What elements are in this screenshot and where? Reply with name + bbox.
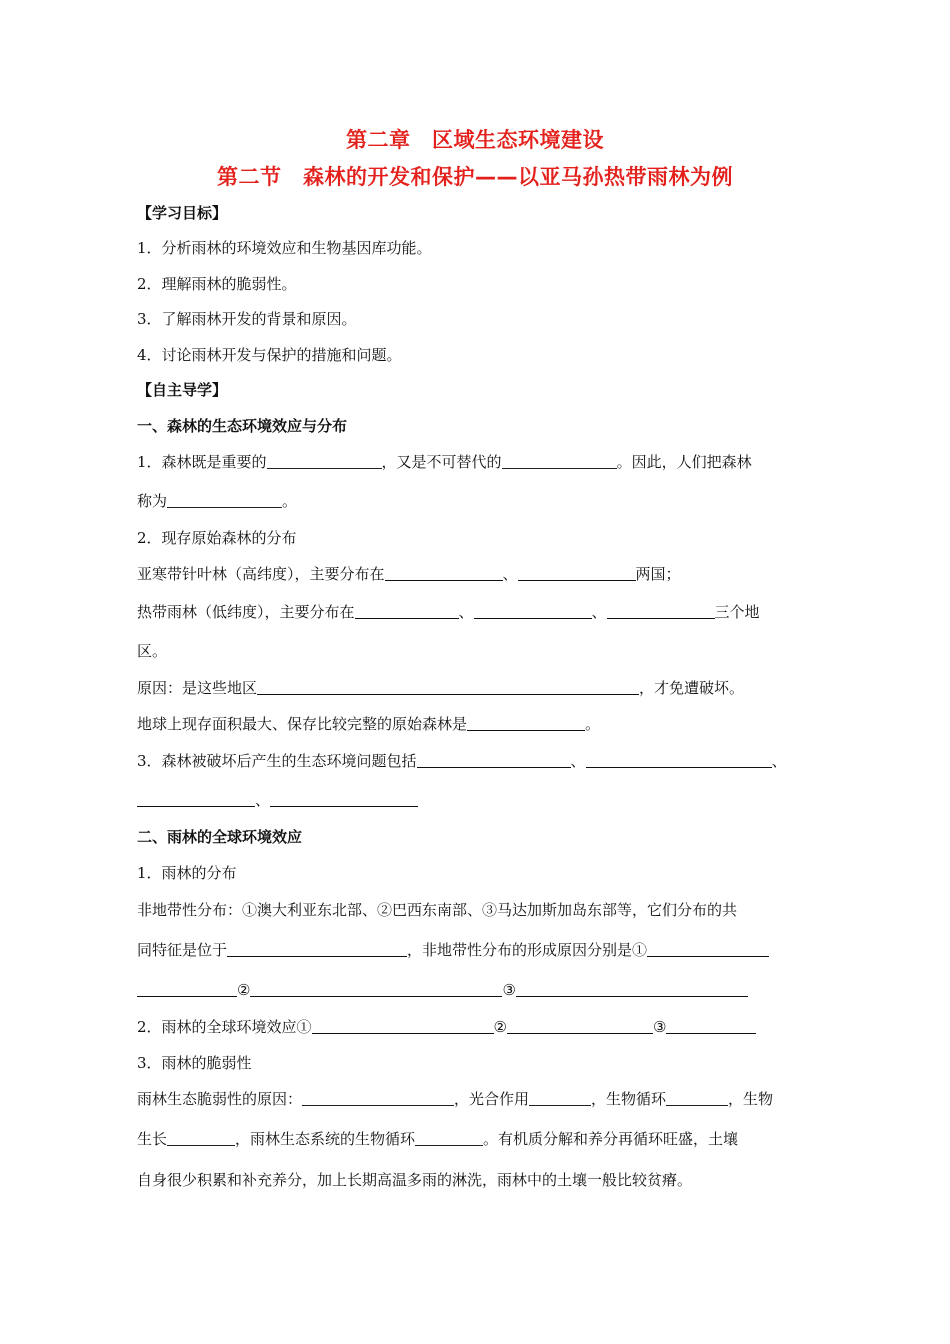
answer-blank[interactable]	[250, 982, 502, 997]
fragility-text: 。有机质分解和养分再循环旺盛，土壤	[483, 1130, 739, 1148]
azonal-text: ③	[502, 981, 516, 999]
answer-blank[interactable]	[586, 753, 772, 768]
part2-heading: 二、雨林的全球环境效应	[137, 828, 303, 846]
azonal-text: 同特征是位于	[137, 941, 228, 959]
fragility-line1	[137, 1089, 773, 1109]
azonal-text: ②	[237, 981, 251, 999]
taiga-text: 两国；	[635, 565, 681, 583]
q1-text: 1．森林既是重要的	[137, 453, 267, 471]
taiga-line	[137, 564, 681, 584]
answer-blank[interactable]	[137, 982, 237, 997]
q1-text: 。因此，人们把森林	[616, 453, 752, 471]
global-effects-text: ③	[653, 1018, 667, 1036]
global-effects-text: 2．雨林的全球环境效应①	[137, 1018, 312, 1036]
goal-item: 1．分析雨林的环境效应和生物基因库功能。	[137, 239, 432, 257]
azonal-line3	[137, 980, 748, 1000]
answer-blank[interactable]	[467, 716, 585, 731]
answer-blank[interactable]	[257, 680, 639, 695]
answer-blank[interactable]	[167, 1131, 235, 1146]
q1-text: 。	[282, 492, 298, 510]
fragility-text: ，光合作用	[454, 1090, 530, 1108]
rainforest-text: 、	[458, 603, 474, 621]
answer-blank[interactable]	[167, 493, 282, 508]
global-effects-text: ②	[493, 1018, 507, 1036]
fragility-text: ，生物	[728, 1090, 774, 1108]
q3-text: 、	[570, 752, 586, 770]
fragility-line2	[137, 1129, 738, 1149]
self-study-heading: 【自主导学】	[137, 381, 228, 399]
reason-text: ，才免遭破坏。	[639, 679, 745, 697]
azonal-text: ，非地带性分布的形成原因分别是①	[407, 941, 648, 959]
question-3-line2	[137, 790, 418, 810]
chapter-title: 第二章 区域生态环境建设	[346, 128, 604, 152]
answer-blank[interactable]	[529, 1091, 591, 1106]
answer-blank[interactable]	[312, 1019, 494, 1034]
answer-blank[interactable]	[415, 1131, 483, 1146]
answer-blank[interactable]	[607, 604, 715, 619]
answer-blank[interactable]	[518, 566, 636, 581]
azonal-line1: 非地带性分布：①澳大利亚东北部、②巴西东南部、③马达加斯加岛东部等，它们分布的共	[137, 901, 738, 919]
goal-item: 2．理解雨林的脆弱性。	[137, 275, 297, 293]
largest-forest-line	[137, 714, 600, 734]
q3-text: 、	[255, 791, 271, 809]
question-1-line2	[137, 491, 297, 511]
subsection-fragility: 3．雨林的脆弱性	[137, 1054, 252, 1072]
fragility-line3: 自身很少积累和补充养分，加上长期高温多雨的淋洗，雨林中的土壤一般比较贫瘠。	[137, 1171, 693, 1189]
rainforest-line-cont: 区。	[137, 642, 168, 660]
answer-blank[interactable]	[666, 1091, 728, 1106]
goal-item: 3．了解雨林开发的背景和原因。	[137, 310, 357, 328]
q3-text: 3．森林被破坏后产生的生态环境问题包括	[137, 752, 417, 770]
azonal-line2	[137, 940, 769, 960]
rainforest-text: 三个地	[714, 603, 760, 621]
rainforest-text: 热带雨林（低纬度），主要分布在	[137, 603, 355, 621]
answer-blank[interactable]	[137, 792, 255, 807]
learning-goals-heading: 【学习目标】	[137, 204, 228, 222]
subsection-distribution: 1．雨林的分布	[137, 864, 237, 882]
largest-forest-text: 。	[585, 715, 601, 733]
answer-blank[interactable]	[666, 1019, 756, 1034]
answer-blank[interactable]	[302, 1091, 454, 1106]
q1-text: 称为	[137, 492, 168, 510]
part1-heading: 一、森林的生态环境效应与分布	[137, 417, 348, 435]
answer-blank[interactable]	[647, 942, 769, 957]
answer-blank[interactable]	[502, 454, 617, 469]
fragility-text: 生长	[137, 1130, 168, 1148]
answer-blank[interactable]	[474, 604, 592, 619]
question-1-line1	[137, 452, 752, 472]
goal-item: 4．讨论雨林开发与保护的措施和问题。	[137, 346, 402, 364]
reason-text: 原因：是这些地区	[137, 679, 258, 697]
largest-forest-text: 地球上现存面积最大、保存比较完整的原始森林是	[137, 715, 468, 733]
answer-blank[interactable]	[227, 942, 407, 957]
q3-text: 、	[771, 752, 787, 770]
fragility-text: ，生物循环	[591, 1090, 667, 1108]
answer-blank[interactable]	[385, 566, 503, 581]
rainforest-text: 、	[591, 603, 607, 621]
answer-blank[interactable]	[267, 454, 382, 469]
fragility-text: 雨林生态脆弱性的原因：	[137, 1090, 303, 1108]
answer-blank[interactable]	[417, 753, 571, 768]
answer-blank[interactable]	[270, 792, 418, 807]
taiga-text: 、	[502, 565, 518, 583]
answer-blank[interactable]	[516, 982, 748, 997]
answer-blank[interactable]	[355, 604, 459, 619]
taiga-text: 亚寒带针叶林（高纬度），主要分布在	[137, 565, 385, 583]
question-2: 2．现存原始森林的分布	[137, 529, 297, 547]
fragility-text: ，雨林生态系统的生物循环	[235, 1130, 416, 1148]
answer-blank[interactable]	[507, 1019, 653, 1034]
reason-line	[137, 678, 744, 698]
global-effects-line	[137, 1017, 756, 1037]
section-title: 第二节 森林的开发和保护——以亚马孙热带雨林为例	[217, 165, 733, 189]
rainforest-line	[137, 602, 760, 622]
q1-text: ，又是不可替代的	[381, 453, 502, 471]
question-3-line1	[137, 751, 787, 771]
